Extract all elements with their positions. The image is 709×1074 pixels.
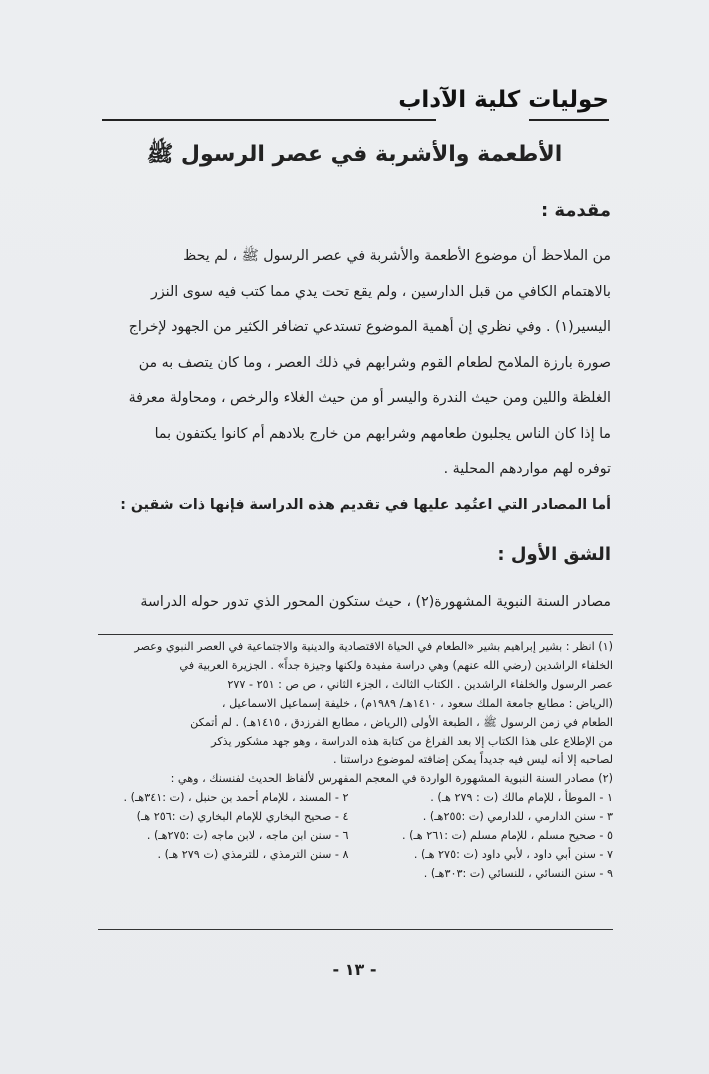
reference-item: ٤ - صحيح البخاري للإمام البخاري (ت :٢٥٦ هـ) — [136, 810, 349, 824]
footnote-line: (١) انظر : بشير إبراهيم بشير «الطعام في الحياة الاقتصادية والدينية والاجتماعية في العصر النبوي وعصر — [134, 640, 613, 653]
footnote-line: الخلفاء الراشدين (رضي الله عنهم) وهي دراسة مفيدة ولكنها وجيزة جداً» . الجزيرة العربية في — [179, 658, 613, 672]
reference-item: ١ - الموطأ ، للإمام مالك (ت : ٢٧٩ هـ) . — [430, 791, 613, 805]
footnote-line: الطعام في زمن الرسول ﷺ ، الطبعة الأولى (الرياض ، مطابع الفرزدق ، ١٤١٥هـ) . لم أتمكن — [190, 715, 613, 729]
intro-heading: مقدمة : — [540, 200, 611, 221]
footnote-line: (٢) مصادر السنة النبوية المشهورة الواردة في المعجم المفهرس لألفاظ الحديث لفنسنك ، وهي : — [170, 772, 613, 786]
first-part-paragraph — [96, 585, 611, 621]
journal-title: حوليات كلية الآداب — [398, 87, 609, 113]
reference-item: ٨ - سنن الترمذي ، للترمذي (ت ٢٧٩ هـ) . — [157, 847, 349, 861]
paragraph-line: ما إذا كان الناس يجلبون طعامهم وشرابهم من خارج بلادهم أم كانوا يكتفون بما — [154, 425, 611, 442]
footnote-line: عصر الرسول والخلفاء الراشدين . الكتاب الثالث ، الجزء الثاني ، ص ص : ٢٥١ - ٢٧٧ — [227, 677, 613, 691]
footnote-line: لصاحبه إلا أنه ليس فيه جديداً يمكن إضافته لموضوع دراستنا . — [333, 753, 613, 767]
page-number: - ١٣ - — [332, 960, 377, 979]
reference-item: ٥ - صحيح مسلم ، للإمام مسلم (ت :٢٦١ هـ) . — [401, 829, 613, 843]
reference-item: ٦ - سنن ابن ماجه ، لابن ماجه (ت :٢٧٥هـ) . — [146, 829, 349, 843]
reference-item: ٣ - سنن الدارمي ، للدارمي (ت :٢٥٥هـ) . — [422, 810, 613, 824]
reference-item: ٧ - سنن أبي داود ، لأبي داود (ت :٢٧٥ هـ) . — [413, 847, 613, 861]
sources-sentence: أما المصادر التي اعتُمِد عليها في تقديم هذه الدراسة فإنها ذات شقين : — [120, 497, 611, 513]
footnotes — [96, 638, 613, 884]
paragraph-line: مصادر السنة النبوية المشهورة(٢) ، حيث ستكون المحور الذي تدور حوله الدراسة — [140, 594, 611, 610]
paragraph-line: الغلظة واللين ومن حيث الندرة واليسر أو من حيث الغلاء والرخص ، ومحاولة معرفة — [128, 390, 611, 406]
footnote-line: من الإطلاع على هذا الكتاب إلا بعد الفراغ من كتابة هذه الدراسة ، وهو جهد مشكور يذكر — [211, 734, 613, 748]
reference-list — [96, 789, 613, 884]
article-title: الأطعمة والأشربة في عصر الرسول ﷺ — [146, 142, 563, 167]
reference-item: ٢ - المسند ، للإمام أحمد بن حنبل ، (ت :٣٤١هـ) . — [123, 791, 349, 805]
bottom-rule — [98, 929, 613, 930]
paragraph-line: بالاهتمام الكافي من قبل الدارسين ، ولم يقع تحت يدي مما كتب فيه سوى النزر — [151, 283, 611, 300]
paragraph-line: صورة بارزة الملامح لطعام القوم وشرابهم في ذلك العصر ، وما كان يتصف به من — [138, 354, 611, 371]
footnote-rule — [98, 634, 613, 635]
reference-item: ٩ - سنن النسائي ، للنسائي (ت :٣٠٣هـ) . — [423, 866, 613, 880]
first-part-heading: الشق الأول : — [497, 544, 611, 565]
footnote-line: (الرياض : مطابع جامعة الملك سعود ، ١٤١٠هـ/ ١٩٨٩م) ، خليفة إسماعيل الاسماعيل ، — [221, 696, 613, 710]
intro-paragraph — [96, 239, 611, 488]
header-rule — [102, 119, 436, 121]
paragraph-line: من الملاحظ أن موضوع الأطعمة والأشربة في عصر الرسول ﷺ ، لم يحظ — [183, 248, 611, 264]
header-rule-right — [529, 119, 609, 121]
paragraph-line: اليسير(١) . وفي نظري إن أهمية الموضوع تستدعي تضافر الكثير من الجهود لإخراج — [128, 319, 611, 335]
paragraph-line: توفره لهم مواردهم المحلية . — [443, 461, 611, 477]
